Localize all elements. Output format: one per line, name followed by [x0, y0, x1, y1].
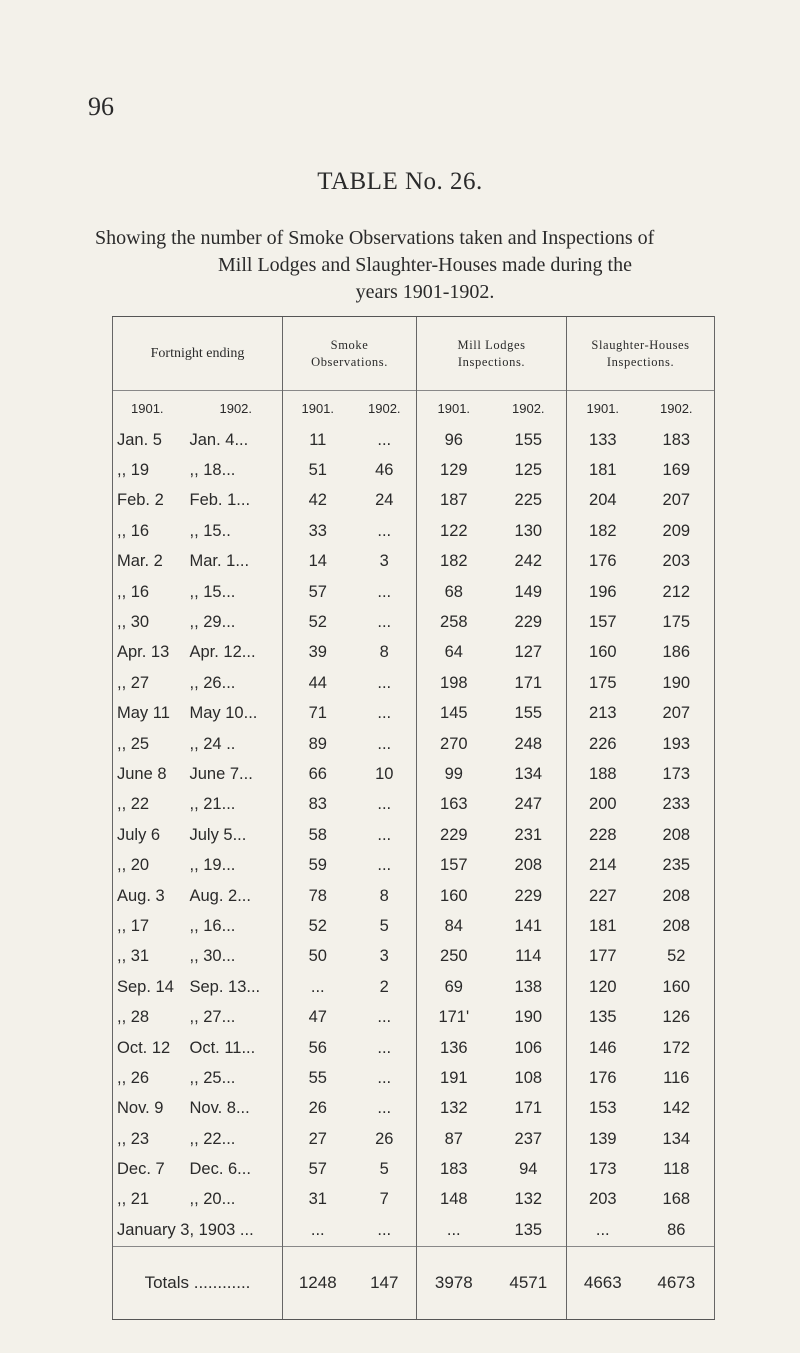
cell-slaughter-1902: 52	[639, 942, 715, 972]
cell-smoke-1901: 57	[283, 1154, 353, 1184]
cell-date-1902: ,, 18...	[189, 461, 236, 480]
january-row	[113, 1215, 715, 1246]
cell-slaughter-1901: 227	[567, 881, 639, 911]
cell-slaughter-1902: 116	[639, 1063, 715, 1093]
cell-mill-1901: 122	[417, 516, 491, 546]
year-header: 1901.	[417, 391, 491, 426]
cell-slaughter-1902: 203	[639, 547, 715, 577]
cell-slaughter-1901: 181	[567, 455, 639, 485]
cell-mill-1902: 108	[514, 1068, 543, 1087]
cell-mill-1902: 106	[514, 1038, 543, 1057]
cell-slaughter-1901: 160	[567, 638, 639, 668]
cell-mill-1901: 68	[417, 577, 491, 607]
year-header: 1902.	[353, 391, 417, 426]
cell-smoke-1901: 57	[283, 577, 353, 607]
cell-slaughter-1901: 181	[567, 911, 639, 941]
cell-slaughter-1901: 200	[567, 790, 639, 820]
cell-mill-1902: 190	[514, 1008, 543, 1027]
cell-slaughter-1901: 213	[567, 699, 639, 729]
table-row	[113, 516, 715, 546]
totals-row	[113, 1246, 715, 1319]
cell-date-1902: ,, 19...	[189, 856, 236, 875]
cell-slaughter-1902: 134	[639, 1124, 715, 1154]
cell-smoke-1902: ...	[377, 734, 392, 753]
cell-smoke-1901: 26	[283, 1094, 353, 1124]
cell-mill-1901: 132	[417, 1094, 491, 1124]
cell-smoke-1901: 83	[283, 790, 353, 820]
table-row	[113, 1185, 715, 1215]
page-number: 96	[88, 92, 114, 121]
cell-smoke-1901: 31	[283, 1185, 353, 1215]
cell-smoke-1902: ...	[377, 825, 392, 844]
cell-slaughter-1901: 175	[567, 668, 639, 698]
cell-smoke-1902: ...	[377, 430, 392, 449]
cell-date-1901: ,, 31	[113, 942, 190, 972]
cell-mill-1901: 87	[417, 1124, 491, 1154]
cell-date-1902: ,, 29...	[189, 613, 236, 632]
cell-slaughter-1902: 208	[639, 881, 715, 911]
cell-date-1901: ,, 16	[113, 577, 190, 607]
cell-slaughter-1902: 172	[639, 1033, 715, 1063]
cell-smoke-1901: 50	[283, 942, 353, 972]
cell-mill-1902: 229	[514, 613, 543, 632]
cell-slaughter-1902: 208	[639, 911, 715, 941]
cell-mill-1901: 270	[417, 729, 491, 759]
cell-slaughter-1901: 214	[567, 850, 639, 880]
cell-date-1901: ,, 26	[113, 1063, 190, 1093]
cell-mill-1901: 160	[417, 881, 491, 911]
cell-smoke-1902: 24	[375, 491, 394, 510]
cell-mill-1902: 171	[514, 1099, 543, 1118]
cell-slaughter-1901: 153	[567, 1094, 639, 1124]
cell-date-1902: ,, 25...	[189, 1068, 236, 1087]
cell-smoke-1901: ...	[283, 1215, 353, 1246]
cell-slaughter-1902: 183	[639, 425, 715, 455]
inspections-table	[112, 316, 715, 1320]
cell-mill-1901: 99	[417, 759, 491, 789]
cell-mill-1902: 247	[514, 795, 543, 814]
cell-date-1901: Mar. 2	[113, 547, 190, 577]
cell-mill-1901: 129	[417, 455, 491, 485]
cell-smoke-1901: 56	[283, 1033, 353, 1063]
cell-mill-1902: 229	[514, 886, 543, 905]
cell-mill-1902: 171	[514, 673, 543, 692]
cell-date-1901: June 8	[113, 759, 190, 789]
cell-smoke-1901: 89	[283, 729, 353, 759]
cell-smoke-1902: 8	[379, 643, 389, 662]
cell-smoke-1902: ...	[377, 1038, 392, 1057]
cell-smoke-1902: 5	[379, 916, 389, 935]
cell-slaughter-1902: 168	[639, 1185, 715, 1215]
cell-mill-1902: 225	[514, 491, 543, 510]
cell-smoke-1901: 71	[283, 699, 353, 729]
year-header: 1901.	[113, 391, 190, 426]
cell-smoke-1901: 33	[283, 516, 353, 546]
cell-smoke-1902: ...	[377, 613, 392, 632]
cell-smoke-1902: ...	[377, 521, 392, 540]
cell-date-1901: July 6	[113, 820, 190, 850]
cell-date-1901: Oct. 12	[113, 1033, 190, 1063]
cell-slaughter-1901: 176	[567, 1063, 639, 1093]
cell-date-1902: ,, 27...	[189, 1008, 236, 1027]
cell-mill-1902: 135	[514, 1220, 543, 1239]
totals-label: Totals ............	[113, 1246, 283, 1319]
cell-slaughter-1902: 233	[639, 790, 715, 820]
cell-mill-1901: 69	[417, 972, 491, 1002]
cell-mill-1901: 84	[417, 911, 491, 941]
cell-date-1901: ,, 17	[113, 911, 190, 941]
cell-slaughter-1902: 118	[639, 1154, 715, 1184]
cell-slaughter-1902: 207	[639, 699, 715, 729]
cell-mill-1902: 248	[514, 734, 543, 753]
cell-date-1902: May 10...	[189, 704, 258, 723]
cell-slaughter-1901: 135	[567, 1002, 639, 1032]
cell-slaughter-1901: 133	[567, 425, 639, 455]
year-header: 1902.	[190, 391, 283, 426]
table-row	[113, 425, 715, 455]
cell-slaughter-1901: 228	[567, 820, 639, 850]
cell-smoke-1902: 3	[379, 947, 389, 966]
caption-line-3: years 1901-1902.	[355, 281, 495, 303]
cell-date-1901: ,, 16	[113, 516, 190, 546]
cell-smoke-1902: ...	[377, 582, 392, 601]
cell-date-1902: ,, 30...	[189, 947, 236, 966]
cell-smoke-1902: 10	[375, 764, 394, 783]
cell-slaughter-1901: 188	[567, 759, 639, 789]
cell-date-1902: ,, 16...	[189, 916, 236, 935]
cell-smoke-1901: 42	[283, 486, 353, 516]
cell-date-1901: ,, 20	[113, 850, 190, 880]
cell-mill-1901: 171'	[417, 1002, 491, 1032]
cell-mill-1902: 125	[514, 461, 543, 480]
cell-slaughter-1902: 160	[639, 972, 715, 1002]
cell-mill-1901: 64	[417, 638, 491, 668]
table-row	[113, 668, 715, 698]
cell-date-1901: Aug. 3	[113, 881, 190, 911]
cell-slaughter-1901: 226	[567, 729, 639, 759]
cell-mill-1902: 132	[514, 1190, 543, 1209]
cell-smoke-1902: ...	[377, 704, 392, 723]
cell-smoke-1901: 39	[283, 638, 353, 668]
cell-date-1901: Nov. 9	[113, 1094, 190, 1124]
cell-date-1901: ,, 27	[113, 668, 190, 698]
cell-smoke-1902: ...	[377, 1068, 392, 1087]
total-mill-1902: 4571	[491, 1246, 567, 1319]
table-row	[113, 1033, 715, 1063]
cell-slaughter-1901: 139	[567, 1124, 639, 1154]
table-row	[113, 638, 715, 668]
cell-date-1902: July 5...	[189, 825, 247, 844]
cell-date-1902: ,, 15..	[189, 521, 231, 540]
cell-mill-1902: 208	[514, 856, 543, 875]
table-row	[113, 1063, 715, 1093]
cell-smoke-1901: 59	[283, 850, 353, 880]
cell-date-1901: ,, 21	[113, 1185, 190, 1215]
table-row	[113, 1094, 715, 1124]
cell-mill-1901: ...	[417, 1215, 491, 1246]
total-slaughter-1902: 4673	[639, 1246, 715, 1319]
total-slaughter-1901: 4663	[567, 1246, 639, 1319]
cell-date-1902: Dec. 6...	[189, 1160, 251, 1179]
fortnight-header: Fortnight ending	[113, 317, 283, 391]
smoke-header: Smoke Observations.	[283, 317, 417, 391]
cell-slaughter-1901: 182	[567, 516, 639, 546]
cell-date-1901: ,, 25	[113, 729, 190, 759]
caption-line-2: Mill Lodges and Slaughter-Houses made during the	[218, 254, 632, 276]
cell-mill-1901: 157	[417, 850, 491, 880]
cell-slaughter-1902: 173	[639, 759, 715, 789]
cell-date-1902: ,, 21...	[189, 795, 236, 814]
cell-smoke-1901: 27	[283, 1124, 353, 1154]
cell-mill-1902: 155	[514, 704, 543, 723]
year-header: 1901.	[283, 391, 353, 426]
cell-smoke-1902: ...	[377, 1099, 392, 1118]
cell-date-1901: May 11	[113, 699, 190, 729]
cell-slaughter-1901: 204	[567, 486, 639, 516]
cell-date-1901: Apr. 13	[113, 638, 190, 668]
cell-slaughter-1902: 186	[639, 638, 715, 668]
cell-slaughter-1902: 86	[639, 1215, 715, 1246]
cell-mill-1901: 198	[417, 668, 491, 698]
cell-smoke-1901: 51	[283, 455, 353, 485]
cell-mill-1901: 258	[417, 607, 491, 637]
cell-date-1901: ,, 22	[113, 790, 190, 820]
cell-smoke-1902: 46	[375, 461, 394, 480]
cell-smoke-1901: 14	[283, 547, 353, 577]
cell-date-1902: Mar. 1...	[189, 552, 250, 571]
cell-mill-1901: 183	[417, 1154, 491, 1184]
cell-mill-1902: 237	[514, 1129, 543, 1148]
cell-mill-1902: 114	[515, 947, 542, 966]
table-row	[113, 699, 715, 729]
cell-date-1902: Feb. 1...	[189, 491, 251, 510]
cell-date-1902: Aug. 2...	[189, 886, 251, 905]
group-header-row	[113, 317, 715, 391]
table-row	[113, 486, 715, 516]
cell-mill-1901: 191	[417, 1063, 491, 1093]
cell-date-1901: Sep. 14	[113, 972, 190, 1002]
cell-mill-1901: 187	[417, 486, 491, 516]
cell-smoke-1901: 52	[283, 911, 353, 941]
table-row	[113, 729, 715, 759]
cell-smoke-1902: ...	[377, 1220, 392, 1239]
cell-slaughter-1901: ...	[567, 1215, 639, 1246]
table-row	[113, 455, 715, 485]
cell-date-1902: ,, 22...	[189, 1129, 236, 1148]
cell-smoke-1901: 44	[283, 668, 353, 698]
table-row	[113, 820, 715, 850]
cell-date-1902: ,, 24 ..	[189, 734, 236, 753]
mill-lodges-header: Mill Lodges Inspections.	[417, 317, 567, 391]
cell-slaughter-1902: 209	[639, 516, 715, 546]
year-header: 1902.	[639, 391, 715, 426]
cell-mill-1902: 231	[514, 825, 543, 844]
table-row	[113, 577, 715, 607]
slaughter-houses-header: Slaughter-Houses Inspections.	[567, 317, 715, 391]
cell-smoke-1901: 52	[283, 607, 353, 637]
january-label: January 3, 1903 ...	[113, 1215, 283, 1246]
cell-mill-1901: 136	[417, 1033, 491, 1063]
cell-slaughter-1902: 207	[639, 486, 715, 516]
cell-mill-1902: 155	[514, 430, 543, 449]
table-row	[113, 759, 715, 789]
table-caption	[95, 225, 755, 306]
table-row	[113, 972, 715, 1002]
cell-mill-1902: 127	[514, 643, 543, 662]
cell-smoke-1901: 11	[283, 425, 353, 455]
cell-slaughter-1901: 177	[567, 942, 639, 972]
cell-smoke-1902: ...	[377, 1008, 392, 1027]
cell-date-1902: ,, 26...	[189, 673, 236, 692]
total-smoke-1902: 147	[353, 1246, 417, 1319]
cell-mill-1901: 182	[417, 547, 491, 577]
cell-date-1901: Feb. 2	[113, 486, 190, 516]
table-title: TABLE No. 26.	[317, 168, 483, 195]
cell-date-1901: ,, 28	[113, 1002, 190, 1032]
cell-mill-1902: 130	[514, 521, 543, 540]
cell-date-1902: Jan. 4...	[189, 430, 249, 449]
cell-smoke-1901: 55	[283, 1063, 353, 1093]
table-row	[113, 1002, 715, 1032]
cell-slaughter-1902: 190	[639, 668, 715, 698]
cell-date-1901: Jan. 5	[113, 425, 190, 455]
table-row	[113, 850, 715, 880]
year-header: 1902.	[491, 391, 567, 426]
cell-mill-1902: 149	[514, 582, 543, 601]
cell-mill-1902: 94	[519, 1160, 538, 1179]
cell-slaughter-1902: 208	[639, 820, 715, 850]
table-row	[113, 790, 715, 820]
cell-mill-1901: 96	[417, 425, 491, 455]
cell-smoke-1902: ...	[377, 673, 392, 692]
cell-slaughter-1901: 120	[567, 972, 639, 1002]
cell-date-1901: Dec. 7	[113, 1154, 190, 1184]
cell-slaughter-1901: 176	[567, 547, 639, 577]
table-body	[113, 425, 715, 1215]
cell-smoke-1902: 2	[379, 977, 389, 996]
cell-slaughter-1901: 146	[567, 1033, 639, 1063]
cell-smoke-1901: 58	[283, 820, 353, 850]
cell-slaughter-1902: 235	[639, 850, 715, 880]
cell-mill-1901: 229	[417, 820, 491, 850]
cell-mill-1902: 134	[514, 764, 543, 783]
cell-smoke-1902: 5	[379, 1160, 389, 1179]
table-row	[113, 911, 715, 941]
cell-smoke-1902: ...	[377, 856, 392, 875]
cell-mill-1901: 148	[417, 1185, 491, 1215]
cell-smoke-1902: 7	[379, 1190, 389, 1209]
cell-date-1902: Sep. 13...	[189, 977, 261, 996]
cell-smoke-1901: 78	[283, 881, 353, 911]
cell-slaughter-1902: 126	[639, 1002, 715, 1032]
cell-date-1902: Nov. 8...	[189, 1099, 250, 1118]
cell-smoke-1902: 3	[379, 552, 389, 571]
cell-smoke-1902: ...	[377, 795, 392, 814]
cell-smoke-1901: 47	[283, 1002, 353, 1032]
cell-slaughter-1902: 175	[639, 607, 715, 637]
cell-date-1901: ,, 30	[113, 607, 190, 637]
cell-date-1902: June 7...	[189, 764, 253, 783]
cell-mill-1901: 145	[417, 699, 491, 729]
cell-smoke-1902: 8	[379, 886, 389, 905]
table-row	[113, 942, 715, 972]
cell-date-1901: ,, 23	[113, 1124, 190, 1154]
cell-mill-1902: 138	[514, 977, 543, 996]
cell-smoke-1901: 66	[283, 759, 353, 789]
table-row	[113, 1124, 715, 1154]
year-header: 1901.	[567, 391, 639, 426]
table-row	[113, 881, 715, 911]
cell-mill-1902: 141	[514, 916, 543, 935]
cell-date-1902: Oct. 11...	[189, 1038, 256, 1057]
cell-mill-1902: 242	[514, 552, 543, 571]
cell-slaughter-1901: 173	[567, 1154, 639, 1184]
cell-slaughter-1902: 193	[639, 729, 715, 759]
cell-slaughter-1902: 169	[639, 455, 715, 485]
cell-date-1902: ,, 20...	[189, 1190, 236, 1209]
cell-mill-1901: 250	[417, 942, 491, 972]
total-mill-1901: 3978	[417, 1246, 491, 1319]
cell-mill-1901: 163	[417, 790, 491, 820]
table-row	[113, 1154, 715, 1184]
cell-slaughter-1902: 212	[639, 577, 715, 607]
cell-smoke-1901: ...	[283, 972, 353, 1002]
table-row	[113, 607, 715, 637]
cell-date-1902: Apr. 12...	[189, 643, 256, 662]
cell-date-1901: ,, 19	[113, 455, 190, 485]
table-row	[113, 547, 715, 577]
caption-line-1: Showing the number of Smoke Observations taken and Inspections of	[95, 227, 655, 249]
total-smoke-1901: 1248	[283, 1246, 353, 1319]
cell-slaughter-1901: 196	[567, 577, 639, 607]
cell-slaughter-1902: 142	[639, 1094, 715, 1124]
cell-date-1902: ,, 15...	[189, 582, 236, 601]
cell-slaughter-1901: 157	[567, 607, 639, 637]
cell-smoke-1902: 26	[375, 1129, 394, 1148]
cell-slaughter-1901: 203	[567, 1185, 639, 1215]
year-header-row	[113, 391, 715, 426]
